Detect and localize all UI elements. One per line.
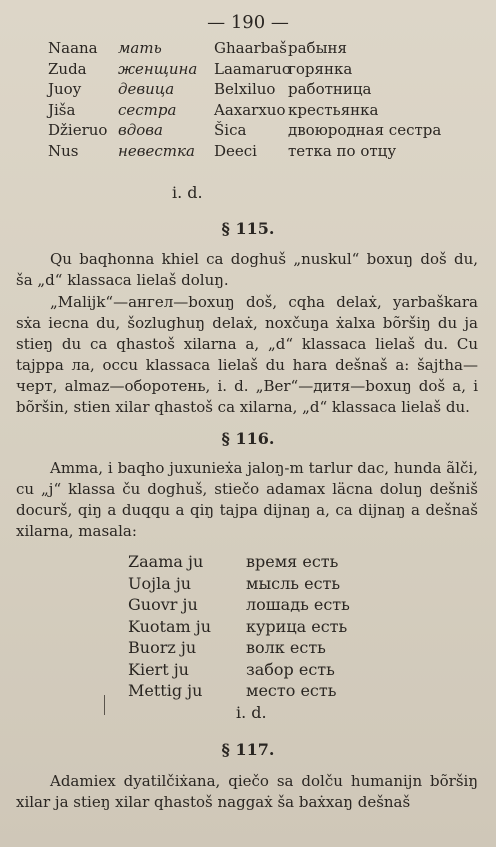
vocab-row xyxy=(48,141,458,162)
example-word: Kuotam ju xyxy=(128,616,212,636)
vocab-translation: тетка по отцу xyxy=(288,141,397,160)
example-word: Zaama ju xyxy=(128,552,204,571)
vocab-word: Laamaruo xyxy=(214,59,291,78)
id-mark: i. d. xyxy=(236,703,267,722)
example-translation: лошадь есть xyxy=(246,595,350,614)
example-translation: курица есть xyxy=(246,616,348,636)
vocab-translation: двоюродная сестра xyxy=(288,121,442,139)
section-heading-115: § 115. xyxy=(221,219,275,238)
example-word: Guovr ju xyxy=(128,595,198,614)
vocab-word: Aaxarxuo xyxy=(214,100,286,119)
example-word: Mettig ju xyxy=(128,681,203,700)
vocab-word: Šica xyxy=(214,121,247,139)
example-row xyxy=(128,680,388,702)
vocab-row xyxy=(48,59,458,80)
page-number: — 190 — xyxy=(207,12,289,33)
section-117-paragraph-1: Adamiex dyatilčiẋana, qiečo sa dolču humanijn bõršiŋ xilar ja stieŋ xilar qhastoš naggaẋ ša baẋxaŋ dešnaš xyxy=(16,772,478,811)
vocab-translation: рабыня xyxy=(288,39,347,57)
margin-mark xyxy=(104,695,105,715)
vocab-row xyxy=(48,100,458,121)
vocab-translation: невестка xyxy=(118,141,195,160)
vocabulary-list xyxy=(48,38,458,161)
vocab-translation: женщина xyxy=(118,59,198,78)
vocab-word: Džieruo xyxy=(48,121,108,139)
example-translation: мысль есть xyxy=(246,573,341,593)
vocab-translation: девица xyxy=(118,80,175,98)
section-115-paragraph-2: „Malijk“—ангел—boxuŋ doš, cqha delaẋ, yarbaškara sẋa iecna du, šozlughuŋ delaẋ, noxčuŋa ẋalxa bõršiŋ du ja stieŋ du ca qhastoš xilarna a, „d“ klassaca lielaš du. Cu tajppa ла, occu klassaca lielaš du hara dešnaš a: šajtha—черт, almaz—оборотень, i. d. „Ber“—дитя—boxuŋ doš a, i bõršin, stien xilar qhastoš ca xilarna, „d“ klassaca lielaš du. xyxy=(16,293,478,416)
vocab-word: Naana xyxy=(48,39,98,57)
vocab-word: Ghaarbaš xyxy=(214,39,287,57)
example-row xyxy=(128,637,388,659)
vocab-translation: сестра xyxy=(118,100,177,119)
vocab-word: Zuda xyxy=(48,59,87,78)
example-row xyxy=(128,551,388,573)
section-116-paragraph-1: Amma, i baqho juxunieẋa jaloŋ-m tarlur dac, hunda ãlči, cu „j“ klassa ču doghuš, stiečo adamax läcna doluŋ dešniš docurš, qiŋ a duqqu a qiŋ tajpa dijnaŋ a, ca dijnaŋ a dešnaš xilarna, masala: xyxy=(16,459,478,540)
example-row xyxy=(128,594,388,616)
vocab-row xyxy=(48,79,458,100)
vocab-row xyxy=(48,120,458,141)
example-translation: волк есть xyxy=(246,638,326,657)
example-row xyxy=(128,573,388,595)
vocab-row xyxy=(48,38,458,59)
example-word: Buorz ju xyxy=(128,638,197,657)
vocab-word: Juoy xyxy=(48,80,82,98)
vocab-word: Belxiluo xyxy=(214,80,276,98)
id-mark: i. d. xyxy=(172,183,203,202)
section-115-paragraph-1: Qu baqhonna khiel ca doghuš „nuskul“ boxuŋ doš du, ša „d“ klassaca lielaš doluŋ. xyxy=(16,250,478,289)
vocab-translation: вдова xyxy=(118,121,163,139)
example-word: Uojla ju xyxy=(128,573,192,593)
example-translation: забор есть xyxy=(246,659,335,679)
section-heading-116: § 116. xyxy=(221,429,275,448)
example-word: Kiert ju xyxy=(128,659,189,679)
vocab-translation: мать xyxy=(118,39,162,57)
examples-list xyxy=(128,551,388,702)
vocab-translation: работница xyxy=(288,80,372,98)
section-heading-117: § 117. xyxy=(221,740,275,759)
example-row xyxy=(128,659,388,681)
vocab-word: Nus xyxy=(48,141,79,160)
example-translation: место есть xyxy=(246,681,337,700)
vocab-word: Deeci xyxy=(214,141,257,160)
vocab-word: Jiša xyxy=(48,100,76,119)
vocab-translation: горянка xyxy=(288,59,353,78)
example-translation: время есть xyxy=(246,552,339,571)
vocab-translation: крестьянка xyxy=(288,100,379,119)
example-row xyxy=(128,616,388,638)
